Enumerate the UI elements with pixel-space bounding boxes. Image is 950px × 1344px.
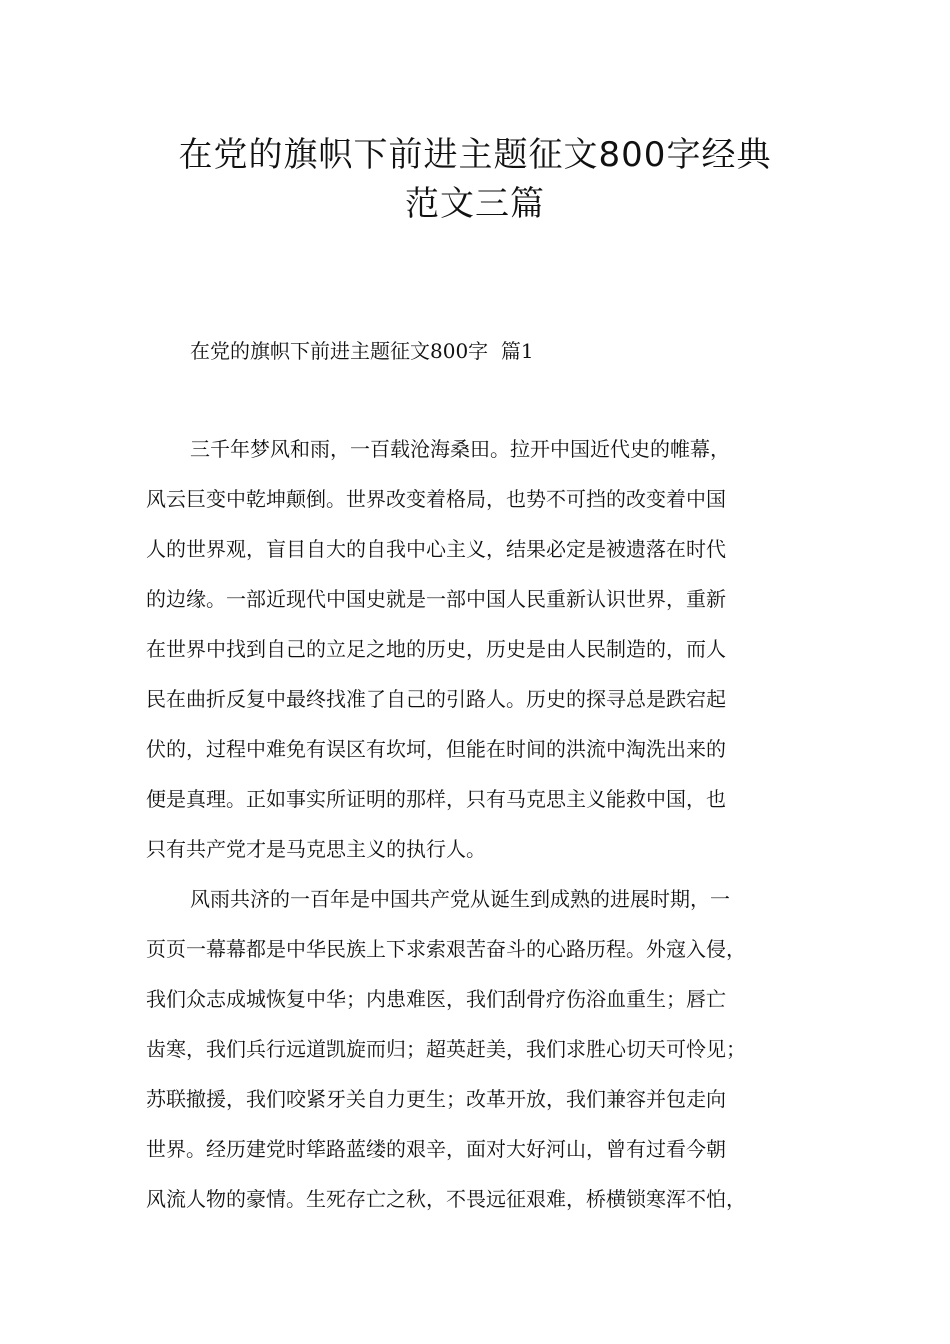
paragraph-1-line: 民在曲折反复中最终找准了自己的引路人。历史的探寻总是跌宕起 <box>146 687 726 711</box>
document-title-line-1: 在党的旗帜下前进主题征文800字经典 <box>178 135 772 175</box>
paragraph-1-line: 风云巨变中乾坤颠倒。世界改变着格局，也势不可挡的改变着中国 <box>146 487 726 511</box>
paragraph-1-line: 便是真理。正如事实所证明的那样，只有马克思主义能救中国，也 <box>146 787 726 811</box>
paragraph-2-line: 齿寒，我们兵行远道凯旋而归；超英赶美，我们求胜心切天可怜见； <box>146 1037 746 1061</box>
document-title-line-2: 范文三篇 <box>405 184 545 224</box>
paragraph-2-line: 世界。经历建党时筚路蓝缕的艰辛，面对大好河山，曾有过看今朝 <box>146 1137 726 1161</box>
paragraph-2-line: 我们众志成城恢复中华；内患难医，我们刮骨疗伤浴血重生；唇亡 <box>146 987 726 1011</box>
paragraph-2-line: 苏联撤援，我们咬紧牙关自力更生；改革开放，我们兼容并包走向 <box>146 1087 726 1111</box>
paragraph-1-line: 的边缘。一部近现代中国史就是一部中国人民重新认识世界，重新 <box>146 587 726 611</box>
paragraph-1-line: 只有共产党才是马克思主义的执行人。 <box>146 837 486 861</box>
paragraph-1-line: 伏的，过程中难免有误区有坎坷，但能在时间的洪流中淘洗出来的 <box>146 737 726 761</box>
paragraph-1-line: 三千年梦风和雨，一百载沧海桑田。拉开中国近代史的帷幕， <box>190 437 730 461</box>
paragraph-2-line: 风雨共济的一百年是中国共产党从诞生到成熟的进展时期，一 <box>190 887 730 911</box>
paragraph-2-line: 风流人物的豪情。生死存亡之秋，不畏远征艰难，桥横锁寒浑不怕， <box>146 1187 746 1211</box>
paragraph-1-line: 在世界中找到自己的立足之地的历史，历史是由人民制造的，而人 <box>146 637 726 661</box>
paragraph-2-line: 页页一幕幕都是中华民族上下求索艰苦奋斗的心路历程。外寇入侵， <box>146 937 746 961</box>
paragraph-1-line: 人的世界观，盲目自大的自我中心主义，结果必定是被遗落在时代 <box>146 537 726 561</box>
section-heading: 在党的旗帜下前进主题征文800字 篇1 <box>190 339 534 363</box>
